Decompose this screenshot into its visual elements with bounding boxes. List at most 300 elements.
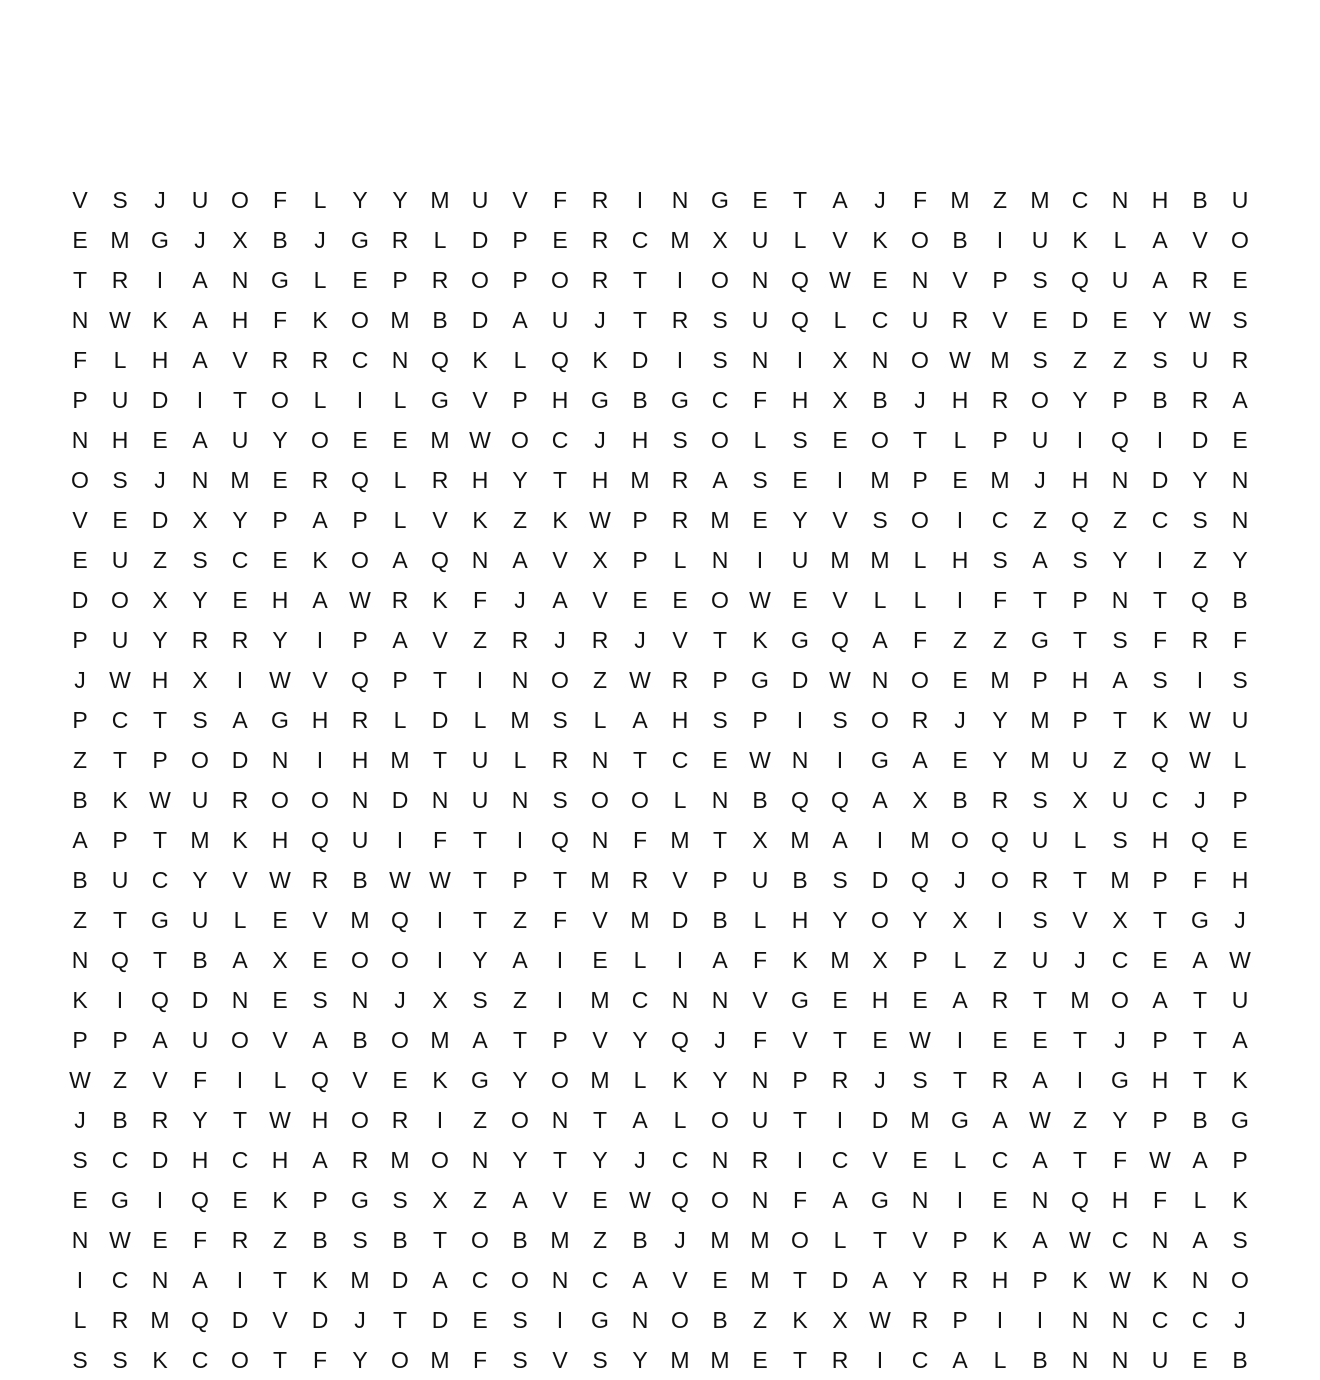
grid-letter[interactable]: R — [671, 666, 689, 693]
grid-letter[interactable]: A — [1152, 226, 1168, 253]
grid-letter[interactable]: F — [192, 1066, 208, 1093]
grid-letter[interactable]: P — [512, 866, 528, 893]
grid-letter[interactable]: V — [272, 1306, 288, 1333]
grid-letter[interactable]: T — [432, 1226, 448, 1253]
grid-letter[interactable]: P — [512, 226, 528, 253]
grid-letter[interactable]: U — [191, 906, 209, 933]
grid-letter[interactable]: E — [832, 986, 848, 1013]
grid-letter[interactable]: U — [751, 866, 769, 893]
grid-letter[interactable]: M — [590, 866, 610, 893]
grid-letter[interactable]: E — [752, 186, 768, 213]
grid-letter[interactable]: Q — [351, 666, 369, 693]
grid-letter[interactable]: S — [1072, 546, 1088, 573]
grid-letter[interactable]: L — [673, 786, 687, 813]
grid-letter[interactable]: F — [912, 626, 928, 653]
grid-letter[interactable]: O — [511, 426, 529, 453]
grid-letter[interactable]: I — [1196, 666, 1204, 693]
grid-letter[interactable]: N — [471, 546, 489, 573]
grid-letter[interactable]: I — [836, 466, 844, 493]
grid-letter[interactable]: M — [430, 186, 450, 213]
grid-letter[interactable]: Q — [191, 1306, 209, 1333]
grid-letter[interactable]: O — [351, 546, 369, 573]
grid-letter[interactable]: B — [192, 946, 208, 973]
grid-letter[interactable]: R — [671, 466, 689, 493]
grid-letter[interactable]: A — [952, 986, 968, 1013]
grid-letter[interactable]: J — [594, 306, 606, 333]
grid-letter[interactable]: M — [830, 946, 850, 973]
grid-letter[interactable]: I — [556, 1306, 564, 1333]
grid-letter[interactable]: A — [512, 946, 528, 973]
grid-letter[interactable]: N — [871, 346, 889, 373]
grid-letter[interactable]: Z — [72, 746, 88, 773]
grid-letter[interactable]: R — [391, 586, 409, 613]
grid-letter[interactable]: B — [1192, 186, 1208, 213]
grid-letter[interactable]: H — [951, 386, 969, 413]
grid-letter[interactable]: N — [151, 1266, 169, 1293]
grid-letter[interactable]: X — [272, 946, 288, 973]
grid-letter[interactable]: A — [872, 1266, 888, 1293]
grid-letter[interactable]: V — [592, 1026, 608, 1053]
grid-letter[interactable]: M — [1070, 986, 1090, 1013]
grid-letter[interactable]: L — [1193, 1186, 1207, 1213]
grid-letter[interactable]: T — [912, 426, 928, 453]
grid-letter[interactable]: M — [110, 226, 130, 253]
grid-letter[interactable]: M — [510, 706, 530, 733]
grid-letter[interactable]: X — [192, 666, 208, 693]
grid-letter[interactable]: V — [912, 1226, 928, 1253]
grid-letter[interactable]: I — [996, 906, 1004, 933]
grid-letter[interactable]: T — [432, 666, 448, 693]
grid-letter[interactable]: D — [471, 306, 489, 333]
grid-letter[interactable]: A — [1032, 546, 1048, 573]
grid-letter[interactable]: T — [952, 1066, 968, 1093]
grid-letter[interactable]: T — [1032, 586, 1048, 613]
grid-letter[interactable]: J — [1194, 786, 1206, 813]
grid-letter[interactable]: I — [516, 826, 524, 853]
grid-letter[interactable]: M — [390, 746, 410, 773]
grid-letter[interactable]: T — [432, 746, 448, 773]
grid-letter[interactable]: T — [1072, 1026, 1088, 1053]
grid-letter[interactable]: M — [1030, 706, 1050, 733]
grid-letter[interactable]: P — [352, 626, 368, 653]
grid-letter[interactable]: U — [111, 386, 129, 413]
grid-letter[interactable]: I — [436, 1106, 444, 1133]
grid-letter[interactable]: U — [1031, 946, 1049, 973]
grid-letter[interactable]: R — [591, 186, 609, 213]
grid-letter[interactable]: N — [1231, 506, 1249, 533]
grid-letter[interactable]: C — [991, 1146, 1009, 1173]
grid-letter[interactable]: J — [354, 1306, 366, 1333]
grid-letter[interactable]: Y — [632, 1346, 648, 1373]
grid-letter[interactable]: G — [351, 1186, 369, 1213]
grid-letter[interactable]: E — [272, 466, 288, 493]
grid-letter[interactable]: G — [271, 706, 289, 733]
grid-letter[interactable]: H — [151, 666, 169, 693]
grid-letter[interactable]: N — [871, 666, 889, 693]
grid-letter[interactable]: V — [832, 586, 848, 613]
grid-letter[interactable]: Z — [1032, 506, 1048, 533]
grid-letter[interactable]: P — [1032, 1266, 1048, 1293]
grid-letter[interactable]: V — [872, 1146, 888, 1173]
grid-letter[interactable]: H — [871, 986, 889, 1013]
grid-letter[interactable]: S — [112, 1346, 128, 1373]
grid-letter[interactable]: R — [431, 466, 449, 493]
grid-letter[interactable]: P — [112, 826, 128, 853]
grid-letter[interactable]: T — [792, 1266, 808, 1293]
grid-letter[interactable]: P — [1112, 386, 1128, 413]
grid-letter[interactable]: Q — [1071, 506, 1089, 533]
grid-letter[interactable]: R — [111, 266, 129, 293]
grid-letter[interactable]: J — [874, 186, 886, 213]
grid-letter[interactable]: Z — [1112, 506, 1128, 533]
grid-letter[interactable]: W — [749, 746, 771, 773]
grid-letter[interactable]: F — [72, 346, 88, 373]
grid-letter[interactable]: P — [312, 1186, 328, 1213]
grid-letter[interactable]: J — [154, 466, 166, 493]
grid-letter[interactable]: K — [1152, 706, 1168, 733]
grid-letter[interactable]: N — [511, 666, 529, 693]
grid-letter[interactable]: A — [1232, 386, 1248, 413]
grid-letter[interactable]: W — [629, 666, 651, 693]
grid-letter[interactable]: N — [1111, 1346, 1129, 1373]
grid-letter[interactable]: O — [1031, 386, 1049, 413]
grid-letter[interactable]: O — [711, 426, 729, 453]
grid-letter[interactable]: T — [272, 1266, 288, 1293]
grid-letter[interactable]: S — [672, 426, 688, 453]
grid-letter[interactable]: N — [911, 1186, 929, 1213]
grid-letter[interactable]: L — [113, 346, 127, 373]
grid-letter[interactable]: N — [1111, 186, 1129, 213]
grid-letter[interactable]: Y — [592, 1146, 608, 1173]
grid-letter[interactable]: A — [1032, 1146, 1048, 1173]
grid-letter[interactable]: B — [352, 1026, 368, 1053]
grid-letter[interactable]: L — [913, 546, 927, 573]
grid-letter[interactable]: Q — [991, 826, 1009, 853]
grid-letter[interactable]: F — [632, 826, 648, 853]
grid-letter[interactable]: K — [312, 546, 328, 573]
grid-letter[interactable]: E — [352, 266, 368, 293]
grid-letter[interactable]: H — [1151, 1066, 1169, 1093]
grid-letter[interactable]: T — [392, 1306, 408, 1333]
grid-letter[interactable]: J — [874, 1066, 886, 1093]
grid-letter[interactable]: C — [631, 986, 649, 1013]
grid-letter[interactable]: H — [1071, 666, 1089, 693]
grid-letter[interactable]: X — [432, 986, 448, 1013]
grid-letter[interactable]: Z — [1192, 546, 1208, 573]
grid-letter[interactable]: A — [1152, 986, 1168, 1013]
grid-letter[interactable]: H — [551, 386, 569, 413]
grid-letter[interactable]: L — [1113, 226, 1127, 253]
grid-letter[interactable]: A — [1112, 666, 1128, 693]
grid-letter[interactable]: P — [512, 266, 528, 293]
grid-letter[interactable]: J — [954, 706, 966, 733]
grid-letter[interactable]: F — [992, 586, 1008, 613]
grid-letter[interactable]: C — [151, 866, 169, 893]
grid-letter[interactable]: Q — [671, 1026, 689, 1053]
grid-letter[interactable]: V — [552, 546, 568, 573]
grid-letter[interactable]: T — [232, 1106, 248, 1133]
grid-letter[interactable]: S — [1232, 666, 1248, 693]
grid-letter[interactable]: W — [269, 666, 291, 693]
grid-letter[interactable]: T — [72, 266, 88, 293]
grid-letter[interactable]: T — [1072, 626, 1088, 653]
grid-letter[interactable]: H — [791, 906, 809, 933]
grid-letter[interactable]: S — [1232, 1226, 1248, 1253]
grid-letter[interactable]: X — [712, 226, 728, 253]
grid-letter[interactable]: N — [1071, 1346, 1089, 1373]
grid-letter[interactable]: O — [511, 1106, 529, 1133]
grid-letter[interactable]: Y — [272, 426, 288, 453]
grid-letter[interactable]: O — [1111, 986, 1129, 1013]
grid-letter[interactable]: N — [431, 786, 449, 813]
grid-letter[interactable]: N — [1111, 466, 1129, 493]
grid-letter[interactable]: N — [591, 746, 609, 773]
grid-letter[interactable]: R — [991, 986, 1009, 1013]
grid-letter[interactable]: M — [350, 906, 370, 933]
grid-letter[interactable]: I — [836, 746, 844, 773]
grid-letter[interactable]: K — [992, 1226, 1008, 1253]
grid-letter[interactable]: V — [592, 906, 608, 933]
grid-letter[interactable]: N — [351, 786, 369, 813]
grid-letter[interactable]: S — [72, 1146, 88, 1173]
grid-letter[interactable]: A — [472, 1026, 488, 1053]
grid-letter[interactable]: H — [671, 706, 689, 733]
grid-letter[interactable]: K — [872, 226, 888, 253]
grid-letter[interactable]: W — [109, 1226, 131, 1253]
grid-letter[interactable]: E — [792, 466, 808, 493]
grid-letter[interactable]: N — [751, 1066, 769, 1093]
grid-letter[interactable]: U — [471, 186, 489, 213]
grid-letter[interactable]: T — [552, 1146, 568, 1173]
grid-letter[interactable]: X — [832, 1306, 848, 1333]
grid-letter[interactable]: E — [1192, 1346, 1208, 1373]
grid-letter[interactable]: R — [151, 1106, 169, 1133]
grid-letter[interactable]: W — [1149, 1146, 1171, 1173]
grid-letter[interactable]: Y — [1112, 546, 1128, 573]
grid-letter[interactable]: N — [71, 1226, 89, 1253]
grid-letter[interactable]: M — [910, 826, 930, 853]
grid-letter[interactable]: X — [1112, 906, 1128, 933]
grid-letter[interactable]: Q — [831, 626, 849, 653]
grid-letter[interactable]: A — [192, 346, 208, 373]
grid-letter[interactable]: M — [830, 546, 850, 573]
grid-letter[interactable]: V — [672, 866, 688, 893]
grid-letter[interactable]: Q — [311, 1066, 329, 1093]
grid-letter[interactable]: Y — [512, 466, 528, 493]
grid-letter[interactable]: Y — [152, 626, 168, 653]
grid-letter[interactable]: R — [391, 1106, 409, 1133]
grid-letter[interactable]: T — [232, 386, 248, 413]
grid-letter[interactable]: I — [556, 986, 564, 1013]
grid-letter[interactable]: Q — [391, 906, 409, 933]
grid-letter[interactable]: D — [791, 666, 809, 693]
grid-letter[interactable]: L — [313, 266, 327, 293]
grid-letter[interactable]: V — [352, 1066, 368, 1093]
grid-letter[interactable]: P — [552, 1026, 568, 1053]
grid-letter[interactable]: T — [112, 746, 128, 773]
grid-letter[interactable]: X — [832, 386, 848, 413]
grid-letter[interactable]: C — [1151, 786, 1169, 813]
grid-letter[interactable]: O — [791, 1226, 809, 1253]
grid-letter[interactable]: T — [632, 746, 648, 773]
grid-letter[interactable]: R — [511, 626, 529, 653]
grid-letter[interactable]: B — [1192, 1106, 1208, 1133]
grid-letter[interactable]: J — [594, 426, 606, 453]
grid-letter[interactable]: T — [472, 866, 488, 893]
grid-letter[interactable]: E — [1152, 946, 1168, 973]
grid-letter[interactable]: D — [1071, 306, 1089, 333]
grid-letter[interactable]: H — [951, 546, 969, 573]
grid-letter[interactable]: R — [191, 626, 209, 653]
grid-letter[interactable]: B — [792, 866, 808, 893]
grid-letter[interactable]: O — [511, 1266, 529, 1293]
grid-letter[interactable]: I — [1156, 426, 1164, 453]
grid-letter[interactable]: Y — [192, 866, 208, 893]
grid-letter[interactable]: Z — [1112, 346, 1128, 373]
grid-letter[interactable]: O — [1231, 226, 1249, 253]
grid-letter[interactable]: W — [909, 1026, 931, 1053]
grid-letter[interactable]: A — [1232, 1026, 1248, 1053]
grid-letter[interactable]: W — [1069, 1226, 1091, 1253]
grid-letter[interactable]: G — [111, 1186, 129, 1213]
grid-letter[interactable]: L — [313, 186, 327, 213]
grid-letter[interactable]: B — [952, 226, 968, 253]
grid-letter[interactable]: Z — [952, 626, 968, 653]
grid-letter[interactable]: Q — [791, 786, 809, 813]
grid-letter[interactable]: A — [952, 1346, 968, 1373]
grid-letter[interactable]: Y — [352, 186, 368, 213]
grid-letter[interactable]: X — [872, 946, 888, 973]
grid-letter[interactable]: Y — [272, 626, 288, 653]
grid-letter[interactable]: A — [872, 786, 888, 813]
grid-letter[interactable]: Z — [512, 986, 528, 1013]
grid-letter[interactable]: Q — [551, 346, 569, 373]
grid-letter[interactable]: E — [1112, 306, 1128, 333]
grid-letter[interactable]: P — [912, 466, 928, 493]
grid-letter[interactable]: N — [231, 266, 249, 293]
grid-letter[interactable]: R — [311, 866, 329, 893]
grid-letter[interactable]: A — [312, 1026, 328, 1053]
grid-letter[interactable]: Y — [1232, 546, 1248, 573]
grid-letter[interactable]: I — [316, 746, 324, 773]
grid-letter[interactable]: K — [472, 346, 488, 373]
grid-letter[interactable]: K — [312, 1266, 328, 1293]
grid-letter[interactable]: M — [670, 226, 690, 253]
grid-letter[interactable]: G — [471, 1066, 489, 1093]
grid-letter[interactable]: L — [873, 586, 887, 613]
grid-letter[interactable]: J — [1234, 906, 1246, 933]
grid-letter[interactable]: S — [792, 426, 808, 453]
grid-letter[interactable]: I — [1076, 426, 1084, 453]
grid-letter[interactable]: E — [112, 506, 128, 533]
grid-letter[interactable]: U — [471, 786, 489, 813]
grid-letter[interactable]: L — [953, 946, 967, 973]
grid-letter[interactable]: C — [911, 1346, 929, 1373]
grid-letter[interactable]: M — [750, 1226, 770, 1253]
grid-letter[interactable]: M — [1030, 186, 1050, 213]
grid-letter[interactable]: K — [432, 586, 448, 613]
grid-letter[interactable]: O — [671, 1306, 689, 1333]
grid-letter[interactable]: S — [1032, 266, 1048, 293]
grid-letter[interactable]: Q — [111, 946, 129, 973]
grid-letter[interactable]: N — [711, 546, 729, 573]
grid-letter[interactable]: A — [512, 546, 528, 573]
grid-letter[interactable]: S — [392, 1186, 408, 1213]
grid-letter[interactable]: U — [111, 866, 129, 893]
grid-letter[interactable]: Y — [512, 1146, 528, 1173]
grid-letter[interactable]: T — [112, 906, 128, 933]
grid-letter[interactable]: O — [1231, 1266, 1249, 1293]
grid-letter[interactable]: A — [552, 586, 568, 613]
grid-letter[interactable]: A — [312, 586, 328, 613]
grid-letter[interactable]: S — [1232, 306, 1248, 333]
grid-letter[interactable]: M — [990, 346, 1010, 373]
grid-letter[interactable]: N — [751, 346, 769, 373]
grid-letter[interactable]: Z — [472, 626, 488, 653]
grid-letter[interactable]: D — [391, 1266, 409, 1293]
grid-letter[interactable]: A — [512, 306, 528, 333]
grid-letter[interactable]: A — [232, 706, 248, 733]
grid-letter[interactable]: M — [710, 1346, 730, 1373]
grid-letter[interactable]: L — [913, 586, 927, 613]
grid-letter[interactable]: T — [872, 1226, 888, 1253]
grid-letter[interactable]: G — [951, 1106, 969, 1133]
grid-letter[interactable]: E — [1232, 426, 1248, 453]
grid-letter[interactable]: B — [1232, 1346, 1248, 1373]
grid-letter[interactable]: Z — [992, 626, 1008, 653]
grid-letter[interactable]: P — [272, 506, 288, 533]
grid-letter[interactable]: O — [551, 1066, 569, 1093]
grid-letter[interactable]: E — [272, 906, 288, 933]
grid-letter[interactable]: F — [472, 1346, 488, 1373]
grid-letter[interactable]: D — [471, 226, 489, 253]
grid-letter[interactable]: T — [552, 466, 568, 493]
grid-letter[interactable]: U — [1231, 186, 1249, 213]
grid-letter[interactable]: P — [1152, 866, 1168, 893]
grid-letter[interactable]: S — [1152, 346, 1168, 373]
grid-letter[interactable]: B — [952, 786, 968, 813]
grid-letter[interactable]: O — [711, 1186, 729, 1213]
grid-letter[interactable]: W — [389, 866, 411, 893]
grid-letter[interactable]: W — [349, 586, 371, 613]
grid-letter[interactable]: U — [1231, 706, 1249, 733]
grid-letter[interactable]: R — [991, 386, 1009, 413]
grid-letter[interactable]: K — [152, 306, 168, 333]
grid-letter[interactable]: G — [751, 666, 769, 693]
grid-letter[interactable]: E — [392, 1066, 408, 1093]
grid-letter[interactable]: C — [671, 1146, 689, 1173]
grid-letter[interactable]: E — [792, 586, 808, 613]
grid-letter[interactable]: E — [632, 586, 648, 613]
grid-letter[interactable]: U — [1031, 826, 1049, 853]
grid-letter[interactable]: Y — [1112, 1106, 1128, 1133]
grid-letter[interactable]: D — [431, 706, 449, 733]
grid-letter[interactable]: U — [1111, 786, 1129, 813]
grid-letter[interactable]: U — [351, 826, 369, 853]
grid-letter[interactable]: I — [236, 1066, 244, 1093]
grid-letter[interactable]: R — [591, 626, 609, 653]
grid-letter[interactable]: W — [69, 1066, 91, 1093]
grid-letter[interactable]: E — [472, 1306, 488, 1333]
grid-letter[interactable]: U — [551, 306, 569, 333]
grid-letter[interactable]: A — [1152, 266, 1168, 293]
grid-letter[interactable]: Y — [232, 506, 248, 533]
grid-letter[interactable]: X — [912, 786, 928, 813]
grid-letter[interactable]: L — [513, 746, 527, 773]
grid-letter[interactable]: R — [311, 346, 329, 373]
grid-letter[interactable]: R — [591, 226, 609, 253]
grid-letter[interactable]: O — [591, 786, 609, 813]
